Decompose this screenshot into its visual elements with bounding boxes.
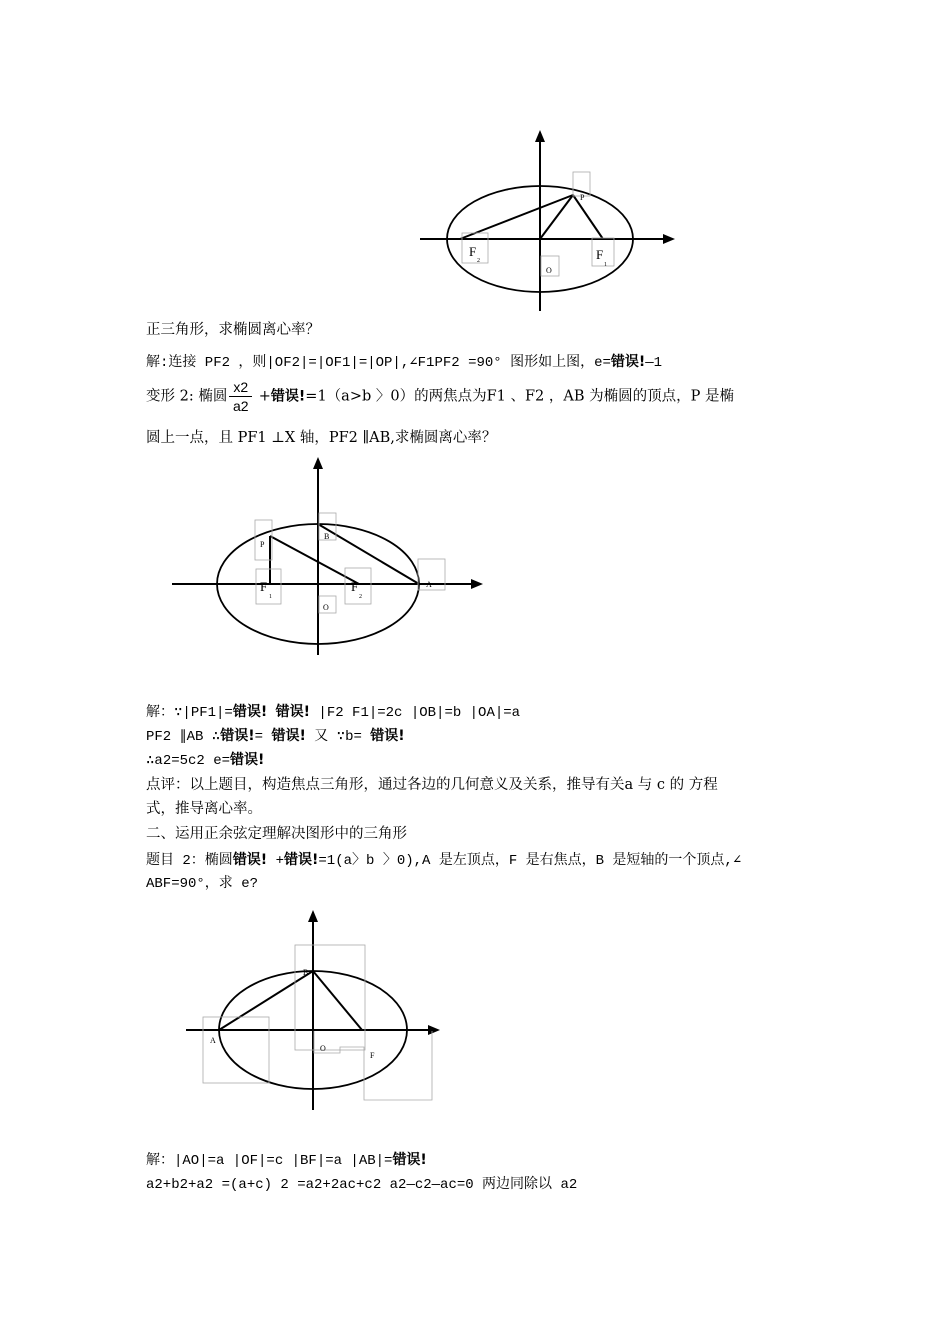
point-label-f2-sub: 2: [477, 258, 480, 264]
label-box: [295, 945, 365, 1050]
error-marker: 错误!: [232, 852, 268, 868]
point-label-f: F: [370, 1051, 375, 1060]
point-label-a: A: [426, 580, 432, 589]
text-line-11: [146, 850, 741, 871]
text-span: 题目 2：椭圆: [146, 853, 233, 869]
segment-p-f1: [573, 195, 603, 239]
point-label-f1: F: [260, 579, 268, 594]
error-marker: 错误!: [220, 728, 255, 744]
point-label-b: B: [324, 532, 330, 541]
text-line-6: [146, 726, 405, 747]
y-axis-arrow: [308, 910, 318, 922]
segment-bf: [313, 971, 362, 1030]
point-label-f2: F: [351, 579, 359, 594]
segment-pf2: [270, 536, 359, 584]
text-line-3: [146, 378, 734, 415]
text-span: +: [267, 853, 285, 869]
point-label-a: A: [210, 1036, 216, 1045]
text-span: 变形 2: 椭圆: [146, 388, 228, 405]
label-box: [314, 1031, 432, 1100]
fraction: [229, 378, 252, 415]
x-axis-arrow: [663, 234, 675, 244]
error-marker: 错误!: [275, 704, 311, 720]
segment-ab: [219, 971, 313, 1030]
figure-2-ellipse: [165, 455, 495, 665]
point-label-o: O: [546, 266, 552, 275]
text-span: 解：|AO|=a |OF|=c |BF|=a |AB|=: [146, 1153, 393, 1169]
fraction-denominator: a2: [232, 398, 249, 414]
text-span: 解:连接 PF2 ，则|OF2|=|OF1|=|OP|,∠F1PF2 =90° 图形如上图，e=: [146, 355, 611, 371]
y-axis-arrow: [313, 457, 323, 469]
point-label-f2-sub: 2: [359, 594, 362, 600]
text-span: +: [254, 388, 271, 405]
text-span: PF2 ∥AB ∴: [146, 729, 221, 745]
error-marker: 错误!: [610, 354, 646, 370]
error-marker: 错误!: [370, 728, 405, 744]
point-label-b: B: [303, 968, 309, 977]
error-marker: 错误!: [392, 1152, 427, 1168]
text-span: =1（a>b 〉0）的两焦点为F1 、F2 ，AB 为椭圆的顶点，P 是椭: [305, 388, 734, 405]
figure-1-ellipse: [415, 125, 685, 320]
error-marker: 错误!: [230, 752, 265, 768]
text-line-8: 点评：以上题目，构造焦点三角形，通过各边的几何意义及关系，推导有关a 与 c 的 方程: [146, 777, 718, 793]
text-line-12: ABF=90°，求 e?: [146, 876, 259, 892]
x-axis-arrow: [471, 579, 483, 589]
text-line-2: [146, 352, 662, 373]
fraction-numerator: x2: [229, 378, 252, 397]
text-span: 又 ∵b=: [305, 729, 371, 745]
error-marker: 错误!: [270, 388, 306, 405]
error-marker: 错误!: [271, 728, 306, 744]
point-label-f2: F: [469, 244, 477, 259]
figure-3-ellipse: [180, 905, 455, 1115]
label-box: [203, 1017, 269, 1083]
text-span: =1(a〉b 〉0),A 是左顶点，F 是右焦点，B 是短轴的一个顶点,∠: [318, 853, 742, 869]
segment-ba: [318, 524, 419, 584]
point-label-p: P: [580, 193, 585, 202]
point-label-p: P: [260, 540, 265, 549]
point-label-o: O: [323, 603, 329, 612]
text-line-5: [146, 702, 520, 723]
x-axis-arrow: [428, 1025, 440, 1035]
text-line-13: [146, 1150, 427, 1171]
error-marker: 错误!: [284, 852, 319, 868]
text-span: |F2 F1|=2c |OB|=b |OA|=a: [310, 705, 521, 721]
text-line-14: a2+b2+a2 =(a+c) 2 =a2+2ac+c2 a2—c2—ac=0 两边同除以 a2: [146, 1177, 578, 1193]
point-label-f1: F: [596, 247, 604, 262]
text-span: —1: [645, 355, 663, 371]
error-marker: 错误!: [232, 704, 268, 720]
text-line-9: 式，推导离心率。: [146, 801, 262, 817]
text-span: ∴a2=5c2 e=: [146, 753, 231, 769]
text-span: 解：∵|PF1|=: [146, 705, 233, 721]
text-span: =: [254, 729, 272, 745]
text-line-1: 正三角形，求椭圆离心率？: [146, 322, 320, 338]
text-line-7: [146, 750, 264, 771]
y-axis-arrow: [535, 130, 545, 142]
point-label-f1-sub: 1: [269, 594, 272, 600]
section-heading: 二、运用正余弦定理解决图形中的三角形: [146, 826, 407, 842]
point-label-f1-sub: 1: [604, 262, 607, 268]
text-line-4: 圆上一点，且 PF1 ⊥X 轴，PF2 ∥AB,求椭圆离心率？: [146, 430, 497, 446]
point-label-o: O: [320, 1044, 326, 1053]
